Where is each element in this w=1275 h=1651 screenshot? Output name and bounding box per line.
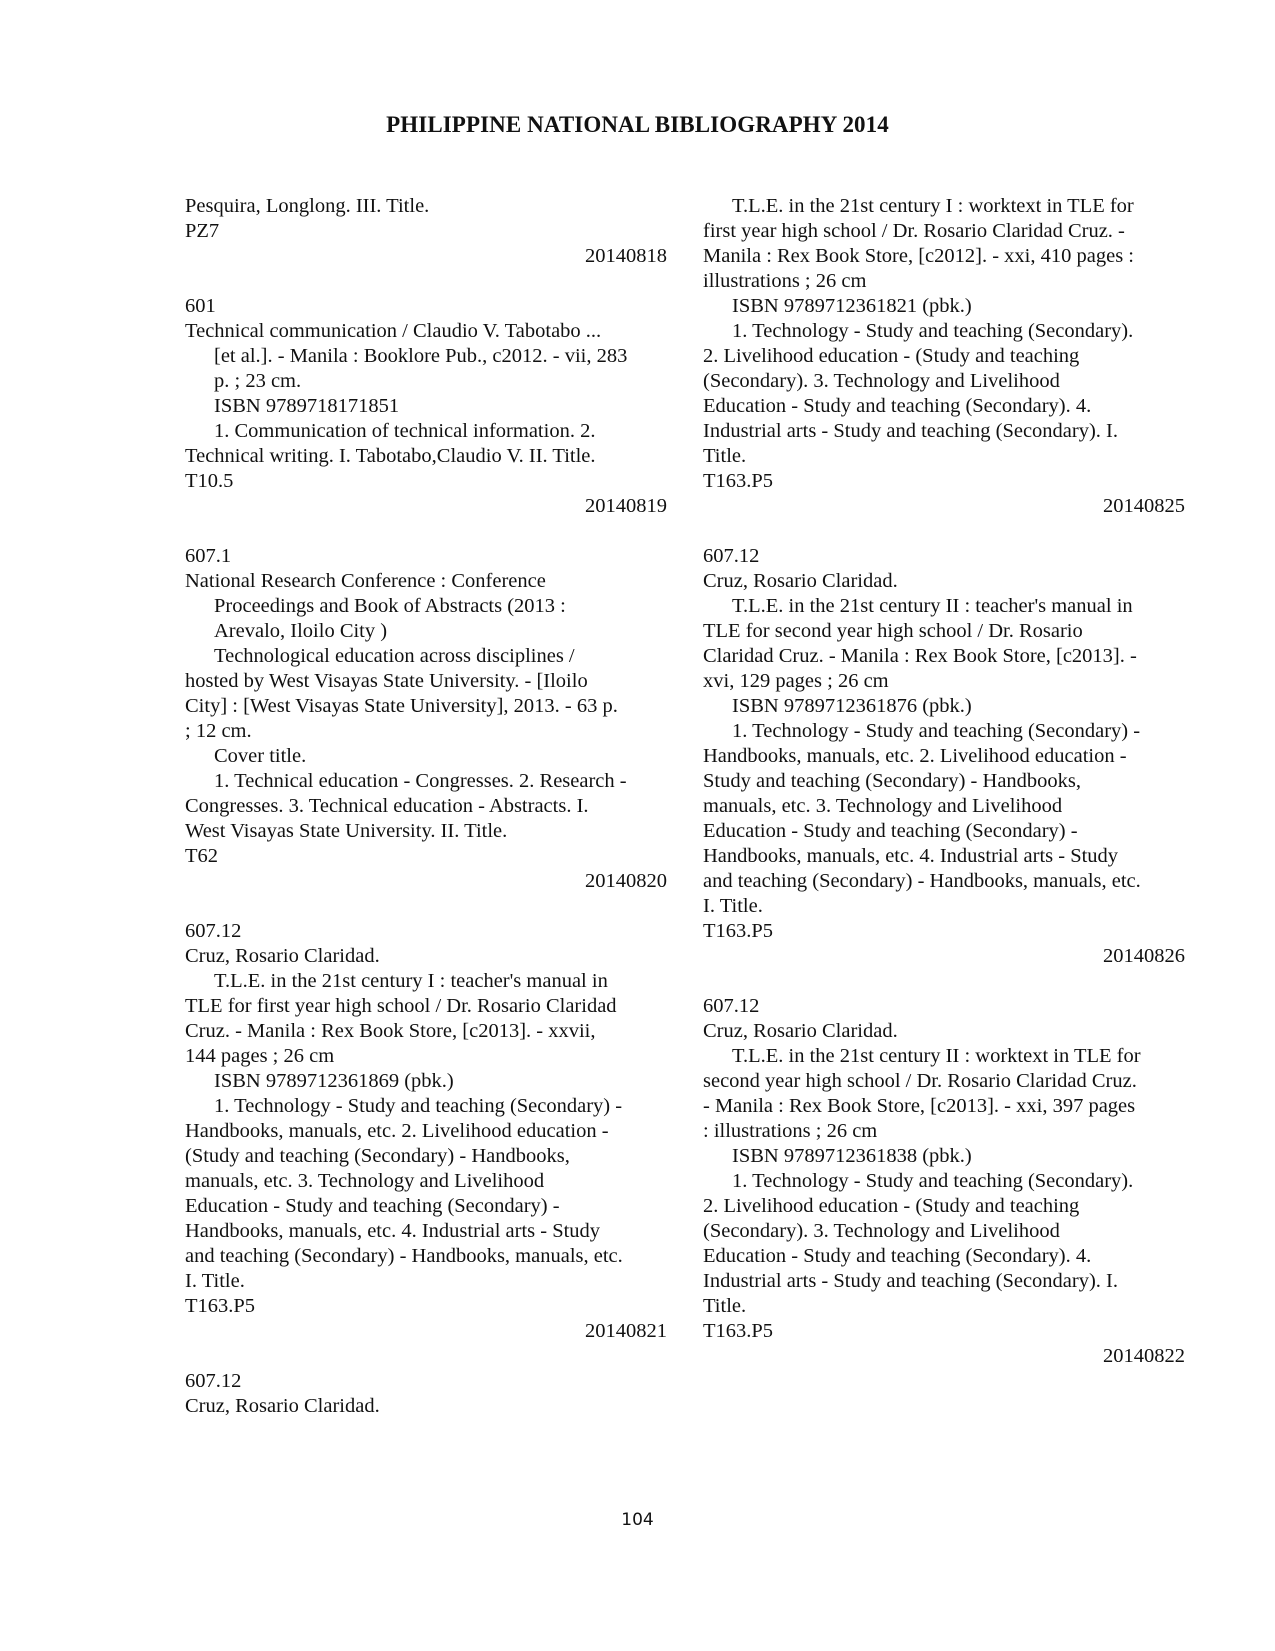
text-line: T.L.E. in the 21st century II : worktext in TLE for bbox=[732, 1045, 1141, 1067]
text-line: Technical communication / Claudio V. Tabotabo ... bbox=[185, 320, 602, 342]
text-line: 2. Livelihood education - (Study and teaching bbox=[703, 345, 1080, 367]
text-line: 1. Technology - Study and teaching (Secondary). bbox=[732, 320, 1134, 342]
text-line: T.L.E. in the 21st century II : teacher's manual in bbox=[732, 595, 1133, 617]
spacer bbox=[185, 519, 675, 544]
text-line: Education - Study and teaching (Secondary) - bbox=[185, 1195, 560, 1217]
call-number: T10.5 bbox=[185, 470, 234, 492]
text-line: I. Title. bbox=[185, 1270, 245, 1292]
left-column bbox=[185, 194, 675, 1419]
text-line: Claridad Cruz. - Manila : Rex Book Store, [c2013]. - bbox=[703, 645, 1137, 667]
text-line: : illustrations ; 26 cm bbox=[703, 1120, 878, 1142]
text-line: National Research Conference : Conference bbox=[185, 570, 546, 592]
text-line: Study and teaching (Secondary) - Handbooks, bbox=[703, 770, 1082, 792]
text-line: (Study and teaching (Secondary) - Handbooks, bbox=[185, 1145, 570, 1167]
page-number: 104 bbox=[621, 1510, 654, 1530]
call-number: T163.P5 bbox=[703, 1320, 774, 1342]
text-line: Cruz, Rosario Claridad. bbox=[185, 1395, 380, 1417]
class-number: 601 bbox=[185, 295, 216, 317]
text-line: (Secondary). 3. Technology and Livelihood bbox=[703, 1220, 1060, 1242]
call-number: T163.P5 bbox=[703, 920, 774, 942]
text-line: I. Title. bbox=[703, 895, 763, 917]
isbn: ISBN 9789718171851 bbox=[214, 395, 400, 417]
text-line: West Visayas State University. II. Title. bbox=[185, 820, 508, 842]
text-line: Education - Study and teaching (Secondary) - bbox=[703, 820, 1078, 842]
text-line: - Manila : Rex Book Store, [c2013]. - xxi, 397 pages bbox=[703, 1095, 1136, 1117]
page-title: PHILIPPINE NATIONAL BIBLIOGRAPHY 2014 bbox=[386, 112, 889, 137]
text-line: hosted by West Visayas State University. - [Iloilo bbox=[185, 670, 588, 692]
text-line: Industrial arts - Study and teaching (Secondary). I. bbox=[703, 1270, 1119, 1292]
text-line: Congresses. 3. Technical education - Abstracts. I. bbox=[185, 795, 589, 817]
text-line: 1. Technology - Study and teaching (Secondary) - bbox=[732, 720, 1141, 742]
text-line: manuals, etc. 3. Technology and Livelihood bbox=[703, 795, 1063, 817]
record-date: 20140825 bbox=[1103, 495, 1185, 517]
text-line: 1. Technology - Study and teaching (Secondary). bbox=[732, 1170, 1134, 1192]
isbn: ISBN 9789712361876 (pbk.) bbox=[732, 695, 972, 717]
text-line: Title. bbox=[703, 445, 747, 467]
text-line: first year high school / Dr. Rosario Claridad Cruz. - bbox=[703, 220, 1125, 242]
text-line: second year high school / Dr. Rosario Claridad Cruz. bbox=[703, 1070, 1137, 1092]
text-line: ; 12 cm. bbox=[185, 720, 252, 742]
text-line: (Secondary). 3. Technology and Livelihood bbox=[703, 370, 1060, 392]
class-number: 607.12 bbox=[185, 1370, 242, 1392]
text-line: Handbooks, manuals, etc. 2. Livelihood education - bbox=[185, 1120, 609, 1142]
call-number: PZ7 bbox=[185, 220, 220, 242]
text-line: Cruz, Rosario Claridad. bbox=[703, 570, 898, 592]
class-number: 607.12 bbox=[185, 920, 242, 942]
text-line: Proceedings and Book of Abstracts (2013 : bbox=[214, 595, 566, 617]
record-date: 20140818 bbox=[585, 245, 667, 267]
text-line: Education - Study and teaching (Secondary). 4. bbox=[703, 395, 1092, 417]
text-line: T.L.E. in the 21st century I : teacher's manual in bbox=[214, 970, 608, 992]
record-date: 20140821 bbox=[585, 1320, 667, 1342]
record-date: 20140820 bbox=[585, 870, 667, 892]
spacer bbox=[185, 894, 675, 919]
text-line: manuals, etc. 3. Technology and Livelihood bbox=[185, 1170, 545, 1192]
call-number: T62 bbox=[185, 845, 219, 867]
text-line: Handbooks, manuals, etc. 2. Livelihood education - bbox=[703, 745, 1127, 767]
text-line: Arevalo, Iloilo City ) bbox=[214, 620, 388, 642]
text-line: Handbooks, manuals, etc. 4. Industrial arts - Study bbox=[703, 845, 1119, 867]
text-line: xvi, 129 pages ; 26 cm bbox=[703, 670, 889, 692]
isbn: ISBN 9789712361869 (pbk.) bbox=[214, 1070, 454, 1092]
text-line: [et al.]. - Manila : Booklore Pub., c2012. - vii, 283 bbox=[214, 345, 628, 367]
text-line: 1. Technology - Study and teaching (Secondary) - bbox=[214, 1095, 623, 1117]
text-line: TLE for first year high school / Dr. Rosario Claridad bbox=[185, 995, 617, 1017]
call-number: T163.P5 bbox=[185, 1295, 256, 1317]
text-line: and teaching (Secondary) - Handbooks, manuals, etc. bbox=[703, 870, 1141, 892]
class-number: 607.12 bbox=[703, 995, 760, 1017]
spacer bbox=[185, 1344, 675, 1369]
spacer bbox=[703, 969, 1193, 994]
spacer bbox=[703, 519, 1193, 544]
text-line: T.L.E. in the 21st century I : worktext in TLE for bbox=[732, 195, 1134, 217]
text-line: Technological education across disciplines / bbox=[214, 645, 575, 667]
text-line: 1. Communication of technical information. 2. bbox=[214, 420, 596, 442]
text-line: City] : [West Visayas State University], 2013. - 63 p. bbox=[185, 695, 618, 717]
text-line: TLE for second year high school / Dr. Rosario bbox=[703, 620, 1083, 642]
text-line: Title. bbox=[703, 1295, 747, 1317]
text-line: 144 pages ; 26 cm bbox=[185, 1045, 335, 1067]
right-column bbox=[703, 194, 1193, 1369]
text-line: Handbooks, manuals, etc. 4. Industrial arts - Study bbox=[185, 1220, 601, 1242]
class-number: 607.1 bbox=[185, 545, 232, 567]
class-number: 607.12 bbox=[703, 545, 760, 567]
text-line: illustrations ; 26 cm bbox=[703, 270, 867, 292]
isbn: ISBN 9789712361838 (pbk.) bbox=[732, 1145, 972, 1167]
text-line: Manila : Rex Book Store, [c2012]. - xxi, 410 pages : bbox=[703, 245, 1135, 267]
call-number: T163.P5 bbox=[703, 470, 774, 492]
text-line: and teaching (Secondary) - Handbooks, manuals, etc. bbox=[185, 1245, 623, 1267]
text-line: p. ; 23 cm. bbox=[214, 370, 302, 392]
text-line: Industrial arts - Study and teaching (Secondary). I. bbox=[703, 420, 1119, 442]
text-line: Cruz. - Manila : Rex Book Store, [c2013]. - xxvii, bbox=[185, 1020, 596, 1042]
text-line: Education - Study and teaching (Secondary). 4. bbox=[703, 1245, 1092, 1267]
text-line: Technical writing. I. Tabotabo,Claudio V. II. Title. bbox=[185, 445, 596, 467]
record-date: 20140826 bbox=[1103, 945, 1185, 967]
record-date: 20140822 bbox=[1103, 1345, 1185, 1367]
spacer bbox=[185, 269, 675, 294]
text-line: 1. Technical education - Congresses. 2. Research - bbox=[214, 770, 627, 792]
text-line: 2. Livelihood education - (Study and teaching bbox=[703, 1195, 1080, 1217]
text-line: Pesquira, Longlong. III. Title. bbox=[185, 195, 430, 217]
isbn: ISBN 9789712361821 (pbk.) bbox=[732, 295, 972, 317]
text-line: Cruz, Rosario Claridad. bbox=[185, 945, 380, 967]
record-date: 20140819 bbox=[585, 495, 667, 517]
text-line: Cruz, Rosario Claridad. bbox=[703, 1020, 898, 1042]
text-line: Cover title. bbox=[214, 745, 307, 767]
